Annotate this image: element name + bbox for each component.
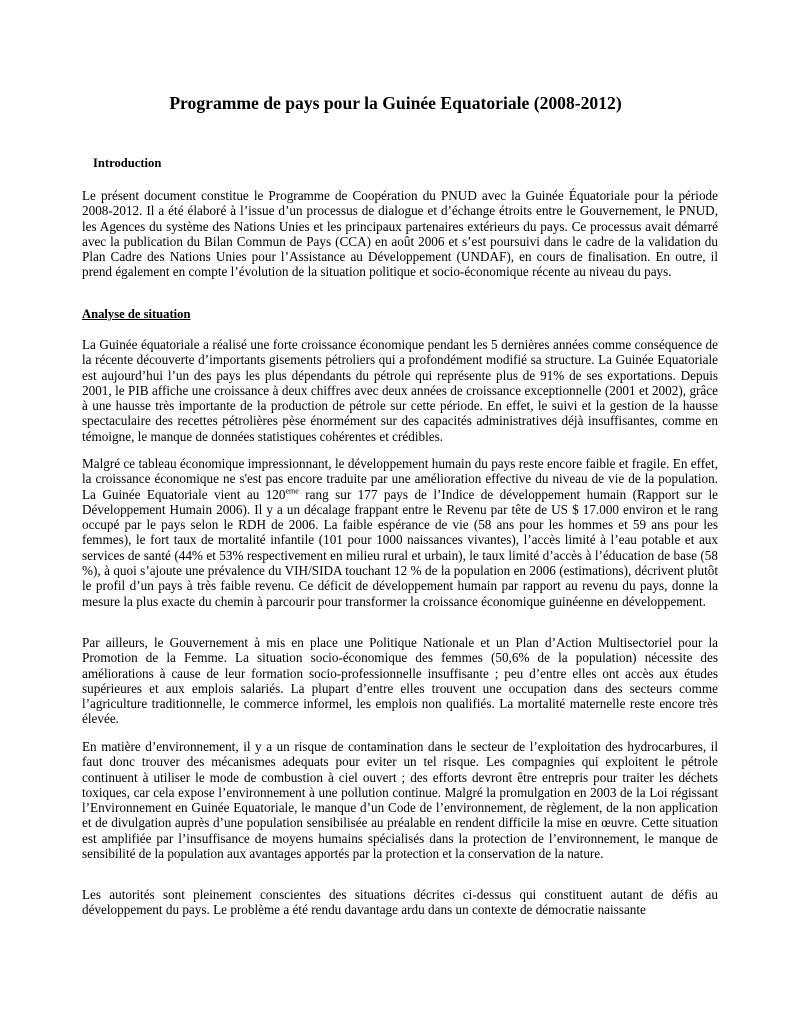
paragraph-text-part: Malgré ce tableau économique impressionnant, le développement humain du pays reste encore faible et fragile. En effet, la croissance économique ne s'est pas encore traduite par une amélioration effective du niveau de vie de la population. La Guinée Equatoriale vient au 120 <box>82 456 718 502</box>
paragraph-economic-growth: La Guinée équatoriale a réalisé une forte croissance économique pendant les 5 dernières années comme conséquence de la récente découverte d’importants gisements pétroliers qui a profondément modifié sa structure. La Guinée Equatoriale est aujourd’hui l’un des pays les plus dépendants du pétrole qui représente plus de 91% de ses exportations. Depuis 2001, le PIB affiche une croissance à deux chiffres avec deux années de croissance exceptionnelle (2001 et 2002), grâce à une hausse très importante de la production de pétrole sur cette période. En effet, le suivi et la gestion de la hausse spectaculaire des recettes pétrolières pèse énormément sur des capacités administratives déjà insuffisantes, comme en témoigne, le manque de données statistiques cohérentes et crédibles. <box>82 337 718 444</box>
paragraph-introduction: Le présent document constitue le Programme de Coopération du PNUD avec la Guinée Équatoriale pour la période 2008-2012. Il a été élaboré à l’issue d’un processus de dialogue et d’échange étroits entre le Gouvernement, le PNUD, les Agences du système des Nations Unies et les principaux partenaires extérieurs du pays. Ce processus avait démarré avec la publication du Bilan Commun de Pays (CCA) en août 2006 et s’est poursuivi dans le cadre de la validation du Plan Cadre des Nations Unies pour l’Assistance au Développement (UNDAF), en cours de finalisation. En outre, il prend également en compte l’évolution de la situation politique et socio-économique récente au niveau du pays. <box>82 188 718 280</box>
paragraph-authorities: Les autorités sont pleinement conscientes des situations décrites ci-dessus qui constituent autant de défis au développement du pays. Le problème a été rendu davantage ardu dans un contexte de démocratie naissante <box>82 887 718 918</box>
paragraph-human-development <box>82 456 718 609</box>
paragraph-environment: En matière d’environnement, il y a un risque de contamination dans le secteur de l’exploitation des hydrocarbures, il faut donc trouver des mécanismes adequats pour eviter un tel risque. Les compagnies qui exploitent le pétrole continuent à utiliser le mode de combustion à ciel ouvert ; des efforts devront être entrepris pour traiter les déchets toxiques, car cela expose l’environnement à une pollution continue. Malgré la promulgation en 2003 de la Loi régissant l’Environnement en Guinée Equatoriale, le manque d’un Code de l’environnement, de règlement, de la non application et de divulgation auprès d’une population sensibilisée au préalable en rendent difficile la mise en œuvre. Cette situation est amplifiée par l’insuffisance de moyens humains spécialisés dans la protection de l’environnement, le manque de sensibilité de la population aux avantages apportés par la protection et la conservation de la nature. <box>82 739 718 862</box>
superscript-rank: eme <box>285 486 299 496</box>
page-title: Programme de pays pour la Guinée Equatoriale (2008-2012) <box>169 93 622 113</box>
paragraph-women-promotion: Par ailleurs, le Gouvernement à mis en place une Politique Nationale et un Plan d’Action Multisectoriel pour la Promotion de la Femme. La situation socio-économique des femmes (50,6% de la population) nécessite des améliorations à cause de leur formation socio-professionnelle insuffisante ; peu d’entre elles ont accès aux études supérieures et aux emplois salariés. La plupart d’entre elles trouvent une occupation dans des secteurs comme l’agriculture traditionnelle, le commerce informel, les emplois non qualifiés. La mortalité maternelle reste encore très élevée. <box>82 635 718 727</box>
section-heading-introduction: Introduction <box>93 156 162 170</box>
paragraph-text-part: rang sur 177 pays de l’Indice de développement humain (Rapport sur le Développement Humain 2006). Il y a un décalage frappant entre le Revenu par tête de US $ 17.000 environ et le rang occupé par le pays selon le RDH de 2006. La faible espérance de vie (58 ans pour les hommes et 59 ans pour les femmes), le fort taux de mortalité infantile (101 pour 1000 naissances vivantes), l’accès limité à l’eau potable et aux services de santé (44% et 53% respectivement en milieu rural et urbain), le taux limité d’accès à l’éducation de base (58 %), à quoi s’ajoute une prévalence du VIH/SIDA touchant 12 % de la population en 2006 (estimations), décrivent plutôt le profil d’un pays à très faible revenu. Ce déficit de développement humain par rapport au revenu du pays, donne la mesure la plus exacte du chemin à parcourir pour transformer la croissance économique guinéenne en développement. <box>82 486 718 609</box>
section-heading-situation-analysis: Analyse de situation <box>82 307 191 321</box>
